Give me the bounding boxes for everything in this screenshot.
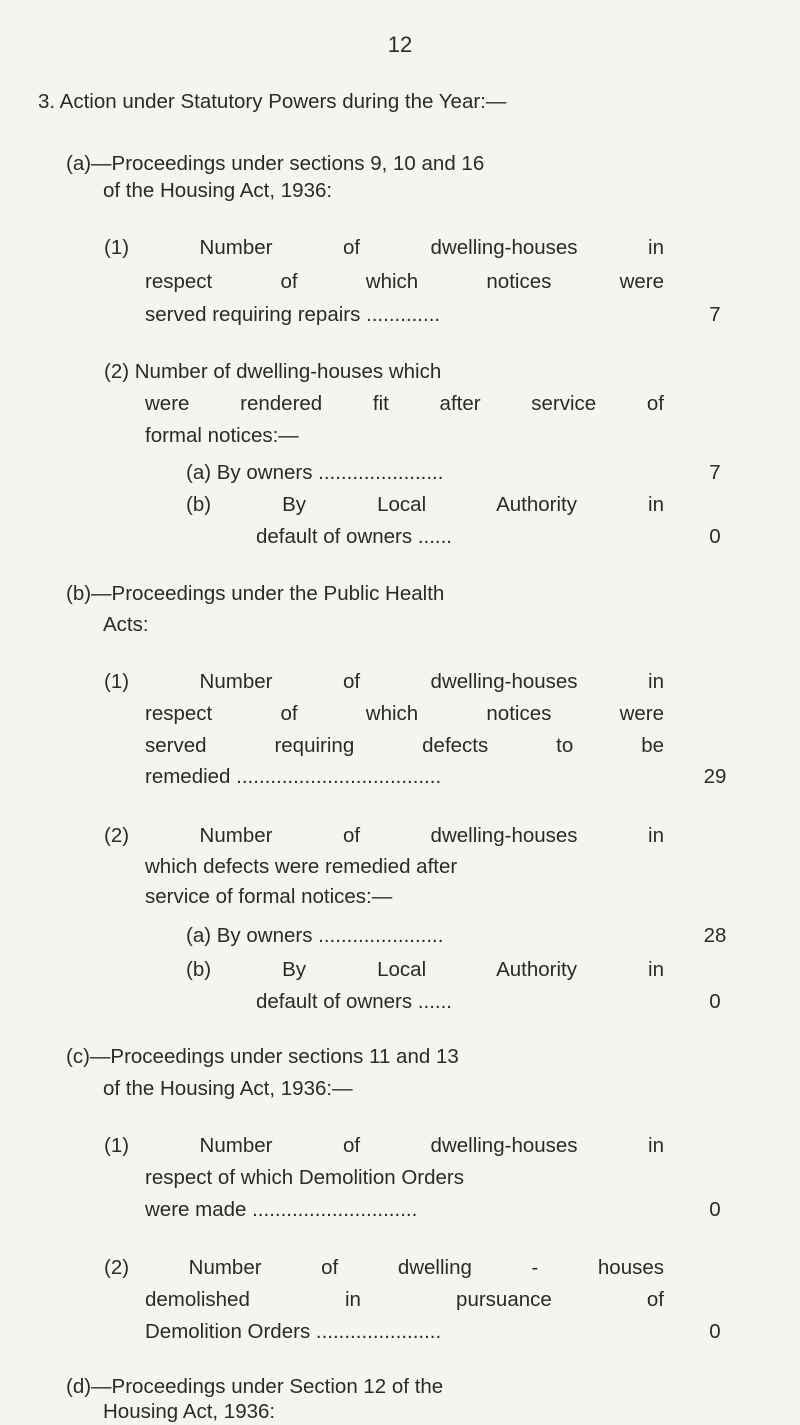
a-item-1-value: 7 <box>709 303 721 326</box>
b-item-2-line-3: service of formal notices:— <box>145 885 393 908</box>
section-b-title-cont: Acts: <box>103 613 149 636</box>
c-item-2-line-2: demolished in pursuance of <box>145 1288 664 1311</box>
section-a-title-cont: of the Housing Act, 1936: <box>103 179 333 202</box>
a-item-2a-value: 7 <box>709 461 721 484</box>
a-item-1-line-2: respect of which notices were <box>145 270 664 293</box>
a-item-2-line-1: (2) Number of dwelling-houses which <box>104 360 442 383</box>
b-item-1-line-2: respect of which notices were <box>145 702 664 725</box>
a-item-1-line-3: served requiring repairs ............. <box>145 303 441 326</box>
b-item-2a: (a) By owners ...................... <box>186 924 444 947</box>
c-item-1-line-2: respect of which Demolition Orders <box>145 1166 465 1189</box>
b-item-2a-value: 28 <box>703 924 727 947</box>
section-d-title-cont: Housing Act, 1936: <box>103 1400 276 1423</box>
b-item-1-line-4: remedied .................................... <box>145 765 442 788</box>
a-item-2b-line-2: default of owners ...... <box>256 525 452 548</box>
c-item-1-value: 0 <box>709 1198 721 1221</box>
a-item-2-line-2: were rendered fit after service of <box>145 392 664 415</box>
b-item-1-value: 29 <box>703 765 727 788</box>
section-d-title: (d)—Proceedings under Section 12 of the <box>66 1375 444 1398</box>
b-item-2b-line-1: (b) By Local Authority in <box>186 958 664 981</box>
page-number: 12 <box>387 32 413 57</box>
section-b-title: (b)—Proceedings under the Public Health <box>66 582 445 605</box>
c-item-2-line-3: Demolition Orders ...................... <box>145 1320 442 1343</box>
b-item-2b-line-2: default of owners ...... <box>256 990 452 1013</box>
b-item-2-line-1: (2) Number of dwelling-houses in <box>104 824 664 847</box>
c-item-2-line-1: (2) Number of dwelling - houses <box>104 1256 664 1279</box>
b-item-1-line-1: (1) Number of dwelling-houses in <box>104 670 664 693</box>
c-item-1-line-3: were made ............................. <box>145 1198 418 1221</box>
a-item-1-line-1: (1) Number of dwelling-houses in <box>104 236 664 259</box>
a-item-2a: (a) By owners ...................... <box>186 461 444 484</box>
a-item-2-line-3: formal notices:— <box>145 424 299 447</box>
a-item-2b-value: 0 <box>709 525 721 548</box>
section-c-title: (c)—Proceedings under sections 11 and 13 <box>66 1045 459 1068</box>
a-item-2b-line-1: (b) By Local Authority in <box>186 493 664 516</box>
section-heading: 3. Action under Statutory Powers during the Year:— <box>38 90 507 113</box>
b-item-1-line-3: served requiring defects to be <box>145 734 664 757</box>
section-a-title: (a)—Proceedings under sections 9, 10 and 16 <box>66 152 485 175</box>
b-item-2b-value: 0 <box>709 990 721 1013</box>
c-item-2-value: 0 <box>709 1320 721 1343</box>
b-item-2-line-2: which defects were remedied after <box>145 855 458 878</box>
section-c-title-cont: of the Housing Act, 1936:— <box>103 1077 353 1100</box>
c-item-1-line-1: (1) Number of dwelling-houses in <box>104 1134 664 1157</box>
